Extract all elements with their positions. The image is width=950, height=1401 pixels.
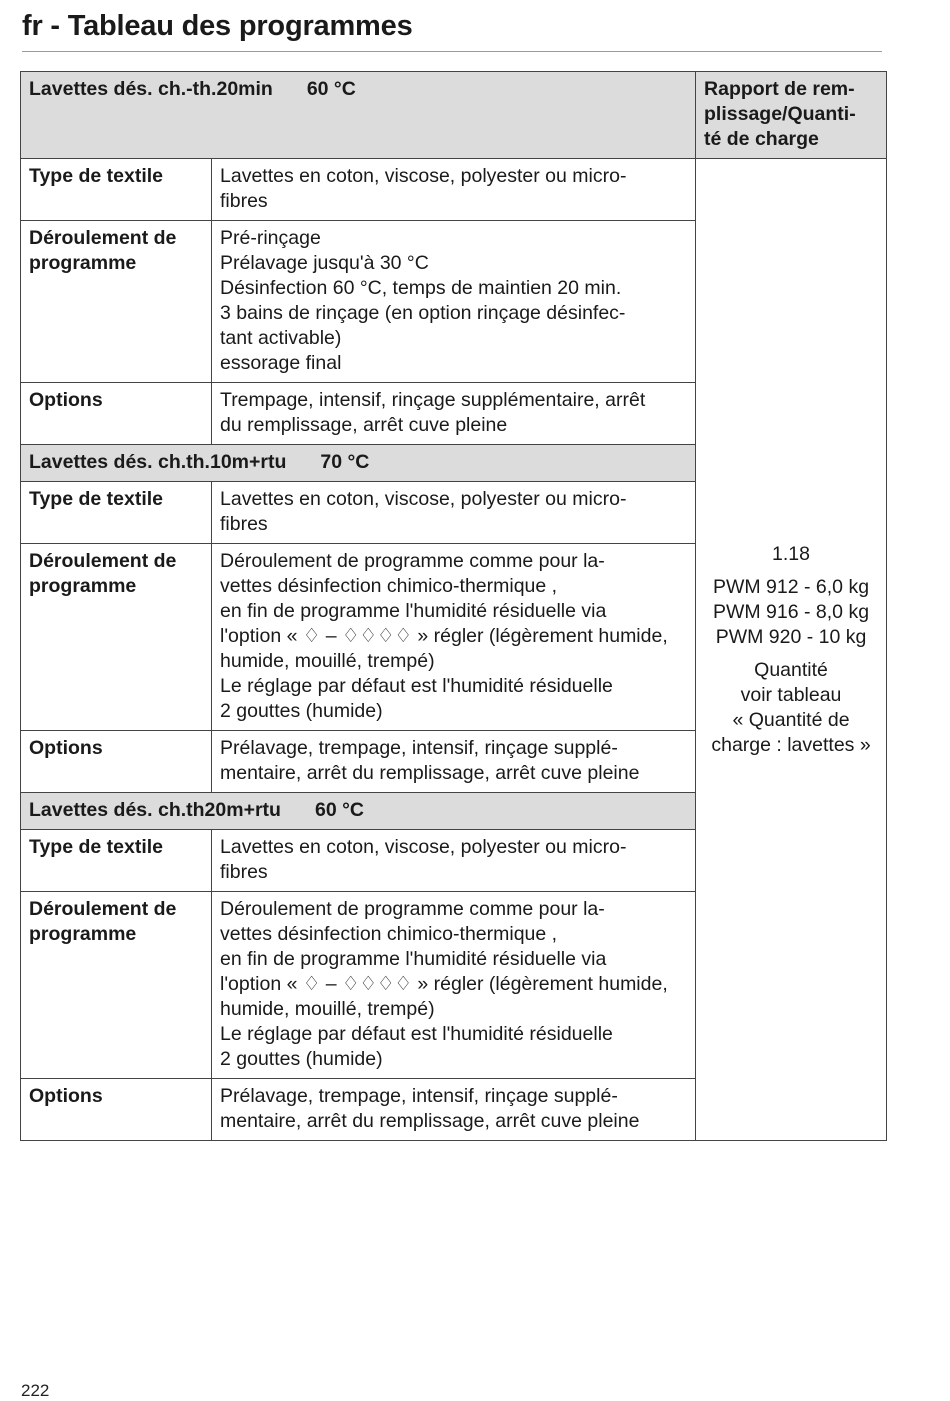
row-label: Déroulement de programme (21, 892, 212, 1079)
row-text: Déroulement de programme comme pour la- vettes désinfection chimico-thermique , en fin de programme l'humidité résiduelle via l'option « ♢ – ♢♢♢♢ » régler (légèrement humide, humide, mouillé, trempé) Le réglage par défaut est l'humidité résiduelle 2 gouttes (humide) (212, 892, 696, 1079)
program-name-cell (21, 445, 696, 482)
program-temperature: 60 °C (306, 78, 356, 100)
program-name: Lavettes dés. ch.th.10m+rtu (29, 451, 287, 473)
row-text: Lavettes en coton, viscose, polyester ou micro- fibres (212, 159, 696, 221)
program-temperature: 60 °C (314, 799, 364, 821)
model-load: PWM 916 - 8,0 kg (712, 600, 870, 623)
program-name-cell (21, 72, 696, 159)
ratio-header: Rapport de rem- plissage/Quanti- té de charge (696, 72, 887, 159)
title-divider (22, 51, 882, 52)
row-label: Options (21, 1079, 212, 1141)
program-name-cell (21, 793, 696, 830)
quantity-note: Quantité voir tableau « Quantité de charge : lavettes » (711, 658, 871, 756)
page-number: 222 (21, 1381, 50, 1400)
program-name: Lavettes dés. ch.th20m+rtu (29, 799, 281, 821)
row-label: Déroulement de programme (21, 544, 212, 731)
program-temperature: 70 °C (320, 451, 370, 473)
program-section-header (21, 72, 887, 159)
row-label: Type de textile (21, 830, 212, 892)
row-text: Lavettes en coton, viscose, polyester ou micro- fibres (212, 482, 696, 544)
program-name: Lavettes dés. ch.-th.20min (29, 78, 273, 100)
row-text: Lavettes en coton, viscose, polyester ou micro- fibres (212, 830, 696, 892)
row-label: Options (21, 383, 212, 445)
row-label: Type de textile (21, 482, 212, 544)
model-load: PWM 920 - 10 kg (715, 625, 867, 648)
page-title: fr - Tableau des programmes (22, 10, 413, 42)
load-ratio-value: 1.18 (772, 542, 810, 565)
row-text: Déroulement de programme comme pour la- vettes désinfection chimico-thermique , en fin de programme l'humidité résiduelle via l'option « ♢ – ♢♢♢♢ » régler (légèrement humide, humide, mouillé, trempé) Le réglage par défaut est l'humidité résiduelle 2 gouttes (humide) (212, 544, 696, 731)
program-table (20, 71, 887, 1141)
row-text: Trempage, intensif, rinçage supplémentaire, arrêt du remplissage, arrêt cuve pleine (212, 383, 696, 445)
row-text: Pré-rinçage Prélavage jusqu'à 30 °C Désinfection 60 °C, temps de maintien 20 min. 3 bains de rinçage (en option rinçage désinfec- tant activable) essorage final (212, 221, 696, 383)
row-text: Prélavage, trempage, intensif, rinçage supplé- mentaire, arrêt du remplissage, arrêt cuve pleine (212, 1079, 696, 1141)
load-ratio-cell (696, 159, 887, 1141)
table-row (21, 159, 887, 221)
row-label: Type de textile (21, 159, 212, 221)
row-label: Options (21, 731, 212, 793)
row-label: Déroulement de programme (21, 221, 212, 383)
model-load: PWM 912 - 6,0 kg (712, 575, 870, 598)
row-text: Prélavage, trempage, intensif, rinçage supplé- mentaire, arrêt du remplissage, arrêt cuve pleine (212, 731, 696, 793)
